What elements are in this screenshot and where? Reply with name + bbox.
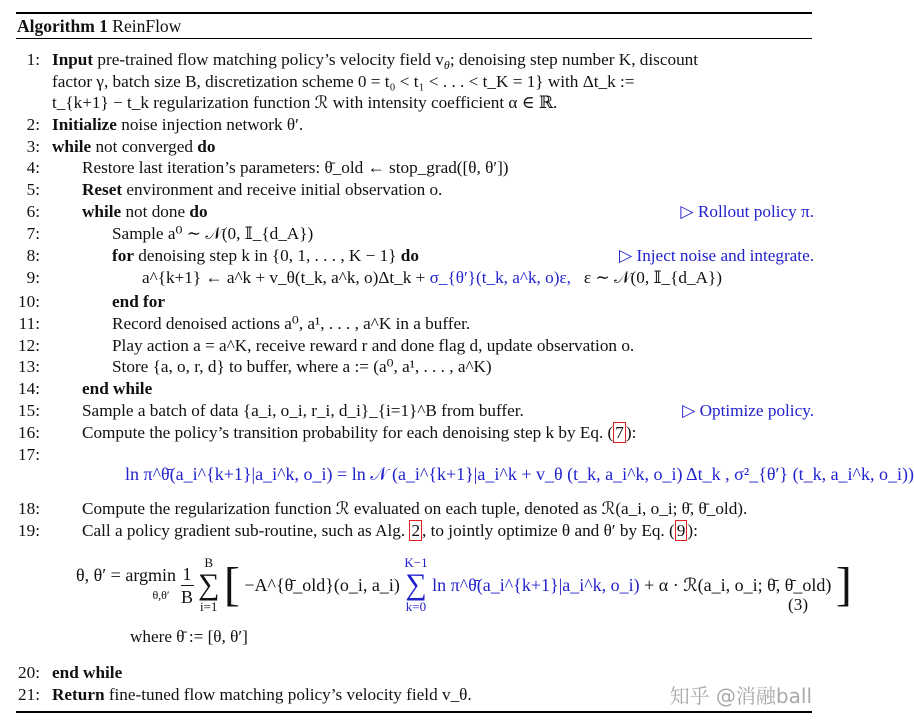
- line-11: Record denoised actions a⁰, a¹, . . . , a^K in a buffer.: [112, 314, 471, 333]
- eq3-where: where θ̄ := [θ, θ′]: [130, 627, 248, 646]
- line-21-text: fine-tuned flow matching policy’s velocity field v_θ.: [108, 685, 472, 704]
- line-number: 2:: [26, 115, 40, 134]
- equation-3: θ, θ′ = argmin θ,θ′ $\frac{1}{B}$ B ∑ i=1 [ −A^{θ̄_old}(o_i, a_i) K−1 ∑ k=0 ln π^θ̄(a_i^{k+1}|a_i^k, o_i) + α · ℛ(a_i, o_i; θ̄, θ̄_old) ]: [76, 555, 852, 614]
- line-1a-text-2: ; denoising step number K, discount: [449, 50, 699, 69]
- algorithm-name: ReinFlow: [112, 16, 182, 36]
- header-rule: [16, 38, 812, 39]
- line-number: 18:: [18, 499, 40, 518]
- line-13: Store {a, o, r, d} to buffer, where a := (a⁰, a¹, . . . , a^K): [112, 357, 492, 376]
- line-number: 19:: [18, 521, 40, 540]
- line-3: [52, 136, 215, 158]
- line-8-text: denoising step k in {0, 1, . . . , K − 1}: [138, 246, 397, 265]
- keyword-input: Input: [52, 50, 94, 69]
- line-number: 1:: [26, 50, 40, 69]
- algorithm-label: Algorithm 1: [17, 16, 108, 36]
- top-rule: [16, 12, 812, 14]
- line-9-update: a^{k+1} ← a^k + v_θ(t_k, a^k, o)Δt_k +: [142, 268, 430, 287]
- bottom-rule: [16, 711, 812, 713]
- comment-optimize: ▷ Optimize policy.: [682, 401, 814, 420]
- equation-line-17: ln π^θ̄(a_i^{k+1}|a_i^k, o_i) = ln 𝒩 (a_i^{k+1}|a_i^k + v_θ (t_k, a_i^k, o_i) Δt_k , σ²_{θ′} (t_k, a_i^k, o_i)): [125, 464, 914, 484]
- line-9-epsilon: ε ∼ 𝒩(0, 𝕀_{d_A}): [583, 268, 722, 287]
- algorithm-ref-link[interactable]: 2: [411, 521, 421, 540]
- keyword-initialize: Initialize: [52, 115, 117, 134]
- line-5: [82, 179, 442, 201]
- line-1b: factor γ, batch size B, discretization scheme 0 = t₀ < t₁ < . . . < t_K = 1} with Δt_k :=: [52, 72, 635, 91]
- watermark: 知乎 @消融ball: [669, 684, 812, 708]
- line-2-text: noise injection network θ′.: [121, 115, 304, 134]
- comment-rollout: ▷ Rollout policy π.: [680, 202, 814, 221]
- comment-inject-noise: ▷ Inject noise and integrate.: [618, 246, 814, 265]
- line-number: 20:: [18, 663, 40, 682]
- eq3-fraction: $\frac{1}{B}$: [180, 563, 193, 607]
- eq3-sum-outer: B ∑ i=1: [198, 555, 220, 614]
- line-number: 21:: [18, 685, 40, 704]
- line-6: [82, 201, 208, 223]
- line-10: [112, 291, 165, 313]
- line-16-text: Compute the policy’s transition probability for each denoising step k by Eq. (: [82, 423, 614, 442]
- line-18: Compute the regularization function ℛ evaluated on each tuple, denoted as ℛ(a_i, o_i; θ̄, θ̄_old).: [82, 499, 748, 518]
- keyword-do: do: [189, 202, 208, 221]
- line-20: [52, 662, 122, 684]
- keyword-while: while: [82, 202, 122, 221]
- eq3-under: θ,θ′: [152, 588, 170, 602]
- eq3-log-prob: ln π^θ̄(a_i^{k+1}|a_i^k, o_i): [432, 575, 640, 595]
- keyword-while: while: [52, 137, 92, 156]
- line-19-tail: ):: [687, 521, 698, 540]
- keyword-do: do: [197, 137, 216, 156]
- line-number: 14:: [18, 379, 40, 398]
- line-number: 8:: [26, 246, 40, 265]
- line-1a: Input pre-trained flow matching policy’s velocity field $v_\theta$; denoising step number K, discount: [52, 50, 699, 72]
- line-4: Restore last iteration’s parameters: θ̄_old ← stop_grad([θ, θ′]): [82, 158, 509, 177]
- keyword-end-while: end while: [52, 663, 123, 682]
- line-7: Sample a⁰ ∼ 𝒩(0, 𝕀_{d_A}): [112, 224, 314, 243]
- line-15: Sample a batch of data {a_i, o_i, r_i, d_i}_{i=1}^B from buffer.: [82, 401, 524, 420]
- line-number: 15:: [18, 401, 40, 420]
- keyword-do: do: [400, 246, 419, 265]
- line-19: [82, 520, 698, 542]
- keyword-return: Return: [52, 685, 105, 704]
- line-number: 12:: [18, 336, 40, 355]
- line-21: [52, 684, 472, 706]
- line-8: [112, 245, 419, 267]
- equation-ref-link[interactable]: 9: [676, 521, 686, 540]
- eq3-regularizer: + α · ℛ(a_i, o_i; θ̄, θ̄_old): [644, 575, 832, 595]
- eq3-sum-inner: K−1 ∑ k=0: [404, 555, 428, 614]
- line-number: 16:: [18, 423, 40, 442]
- line-number: 11:: [18, 314, 40, 333]
- equation-number: (3): [788, 595, 809, 614]
- keyword-reset: Reset: [82, 180, 123, 199]
- line-number: 10:: [18, 292, 40, 311]
- line-19-text-2: , to jointly optimize θ and θ′ by Eq. (: [422, 521, 675, 540]
- line-16: [82, 422, 636, 444]
- line-number: 6:: [26, 202, 40, 221]
- keyword-for: for: [112, 246, 134, 265]
- line-number: 5:: [26, 180, 40, 199]
- line-12: Play action a = a^K, receive reward r and done flag d, update observation o.: [112, 336, 635, 355]
- line-number: 3:: [26, 137, 40, 156]
- eq3-lhs: θ, θ′ = argmin θ,θ′: [76, 565, 176, 602]
- equation-ref-link[interactable]: 7: [615, 423, 624, 442]
- line-number: 13:: [18, 357, 40, 376]
- line-number: 17:: [18, 445, 40, 464]
- keyword-end-while: end while: [82, 379, 153, 398]
- algorithm-title: [17, 15, 181, 37]
- line-1a-text: pre-trained flow matching policy’s velocity field v: [97, 50, 444, 69]
- line-9: [142, 267, 722, 289]
- line-3-text: not converged: [95, 137, 193, 156]
- line-9-noise-term: σ_{θ′}(t_k, a^k, o)ε,: [429, 268, 571, 287]
- line-1c: t_{k+1} − t_k regularization function ℛ with intensity coefficient α ∈ ℝ.: [52, 93, 558, 112]
- eq3-advantage: −A^{θ̄_old}(o_i, a_i): [244, 575, 400, 595]
- line-2: [52, 114, 303, 136]
- line-number: 9:: [26, 268, 40, 287]
- line-number: 4:: [26, 158, 40, 177]
- line-5-text: environment and receive initial observation o.: [126, 180, 443, 199]
- keyword-end-for: end for: [112, 292, 165, 311]
- line-6-text: not done: [125, 202, 186, 221]
- line-number: 7:: [26, 224, 40, 243]
- line-14: [82, 378, 152, 400]
- line-19-text: Call a policy gradient sub-routine, such as Alg.: [82, 521, 410, 540]
- line-16-tail: ):: [625, 423, 637, 442]
